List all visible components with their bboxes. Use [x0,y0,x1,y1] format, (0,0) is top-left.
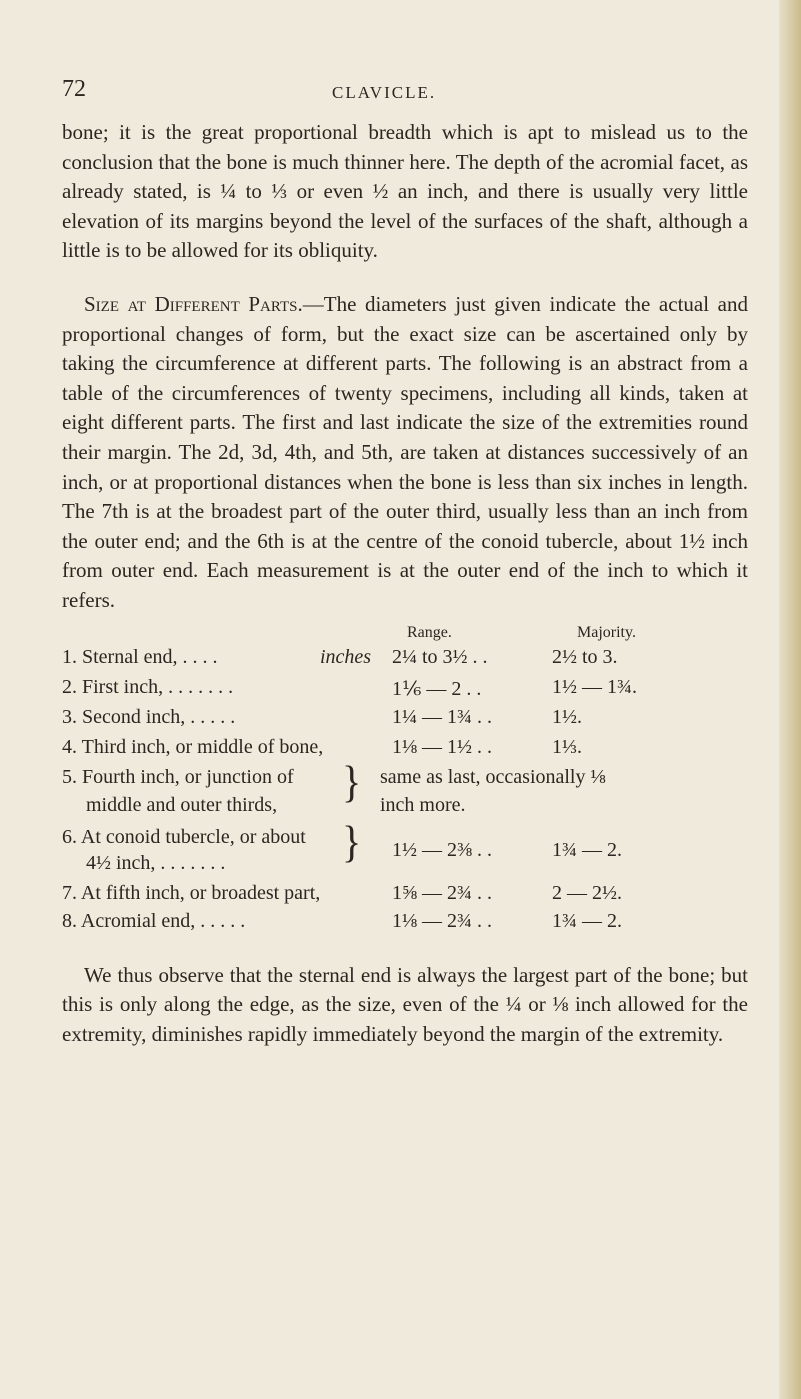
page-content [62,72,748,1049]
table-cell-range: 1⅛ — 1½ . . [392,735,492,758]
brace-icon: } [342,756,362,806]
units-label: inches [320,645,372,668]
table-cell-range: 1⅝ — 2¾ . . [392,881,492,904]
table-cell-majority: 1¾ — 2. [552,909,622,932]
table-cell-note: same as last, occasionally ⅛ [380,765,606,788]
table-cell-majority: 1¾ — 2. [552,838,622,861]
paragraph-3: We thus observe that the sternal end is always the largest part of the bone; but this is only along the edge, as the size, even of the ¼ or ⅛ inch allowed for the extremity, diminishes rapidly immediately beyond the margin of the extremity. [62,962,748,1046]
paragraph-2 [62,290,748,616]
circumference-table [62,622,748,938]
table-cell-note-continued: inch more. [380,793,466,816]
page-header [62,72,748,108]
column-header-majority: Majority. [577,623,636,641]
column-header-range: Range. [407,623,452,641]
table-row-label: 4. Third inch, or middle of bone, [62,735,324,758]
brace-icon: } [342,816,362,866]
table-cell-range: 1⅛ — 2¾ . . [392,909,492,932]
paragraph-1: bone; it is the great proportional breadth which is apt to mislead us to the conclusion that the bone is much thinner here. The depth of the acromial facet, as already stated, is ¼ to ⅓ or even ½ an inch, and there is usually very little elevation of its margins beyond the level of the surfaces of the shaft, although a little is to be allowed for its obliquity. [62,120,748,263]
page-edge-shadow [779,0,801,1399]
table-cell-majority: 1½. [552,705,582,728]
table-row-label: 2. First inch, . . . . . . . [62,675,234,698]
table-cell-majority: 2½ to 3. [552,645,618,668]
table-cell-range: 1½ — 2⅜ . . [392,838,492,861]
table-row-label-continued: middle and outer thirds, [86,793,278,816]
table-cell-majority: 1½ — 1¾. [552,675,637,698]
table-cell-range: 1¼ — 1¾ . . [392,705,492,728]
table-row-label-continued: 4½ inch, . . . . . . . [86,851,226,874]
table-cell-majority: 1⅓. [552,735,582,758]
table-cell-range: 2¼ to 3½ . . [392,645,488,668]
table-row-label: 6. At conoid tubercle, or about [62,825,306,848]
section-heading: Size at Different Parts. [84,291,303,316]
table-row-label: 1. Sternal end, . . . . [62,645,218,668]
page-number: 72 [62,76,86,102]
table-row-label: 3. Second inch, . . . . . [62,705,236,728]
paragraph-2-text: —The diameters just given indicate the actual and proportional changes of form, but the exact size can be ascertained only by taking the circumference at different parts. The following is an abstract from a table of the circumferences of twenty specimens, including all kinds, taken at eight different parts. The first and last indicate the size of the extremities round their margin. The 2d, 3d, 4th, and 5th, are taken at distances successively of an inch, or at proportional distances when the bone is less than six inches in length. The 7th is at the broadest part of the outer third, usually less than an inch from the outer end; and the 6th is at the centre of the conoid tubercle, about 1½ inch from outer end. Each measurement is at the outer end of the inch to which it refers. [62,291,749,612]
table-cell-range: 1⅙ — 2 . . [392,677,482,700]
table-row-label: 7. At fifth inch, or broadest part, [62,881,321,904]
table-row-label: 8. Acromial end, . . . . . [62,909,246,932]
table-row-label: 5. Fourth inch, or junction of [62,765,294,788]
running-head: CLAVICLE. [332,83,437,102]
table-cell-majority: 2 — 2½. [552,881,622,904]
